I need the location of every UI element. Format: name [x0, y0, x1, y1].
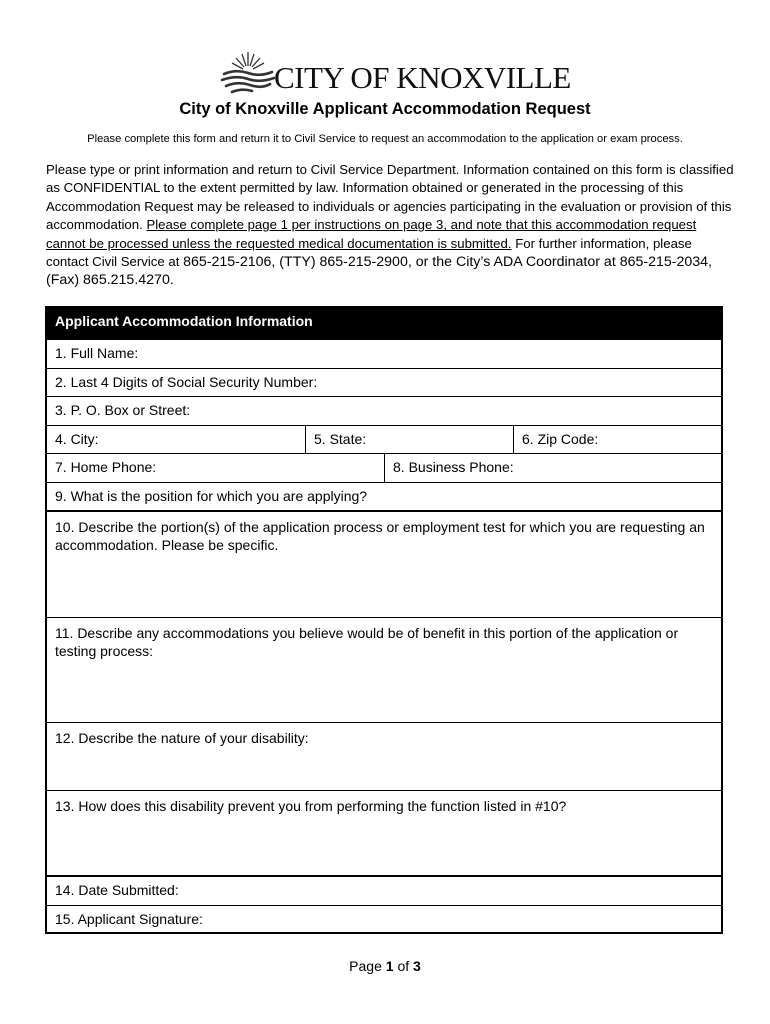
section-header: Applicant Accommodation Information: [47, 308, 721, 339]
date-submitted-row[interactable]: [47, 875, 721, 905]
position-label: 9. What is the position for which you are applying?: [55, 488, 368, 504]
address-row: [47, 425, 721, 453]
intro-paragraph: [46, 161, 736, 290]
city-skyline-icon: [220, 48, 276, 94]
street-row[interactable]: [47, 396, 721, 425]
intro-contact-lead: For further information, please contact Civil Service at: [46, 235, 692, 270]
city-logo: [220, 46, 571, 98]
form-subtitle: Please complete this form and return it to Civil Service to request an accommodation to the application or exam process.: [87, 133, 683, 145]
zip-field[interactable]: [513, 426, 721, 453]
full-name-row[interactable]: [47, 339, 721, 368]
q12-label: 12. Describe the nature of your disability:: [55, 730, 309, 746]
logo-text: CITY OF KNOXVILLE: [274, 60, 571, 95]
intro-contact-numbers: 865-215-2106, (TTY) 865-215-2900, or the City’s ADA Coordinator at 865-215-2034, (Fax) 865.215.4270.: [46, 254, 712, 289]
q12-row[interactable]: [47, 722, 721, 790]
page-total: 3: [413, 958, 421, 974]
business-phone-label: 8. Business Phone:: [393, 459, 514, 475]
city-field[interactable]: [47, 426, 305, 453]
q13-row[interactable]: [47, 790, 721, 875]
form-title: City of Knoxville Applicant Accommodation Request: [179, 100, 591, 118]
q10-row[interactable]: [47, 510, 721, 617]
business-phone-field[interactable]: [384, 454, 721, 482]
state-label: 5. State:: [314, 431, 367, 447]
page-word: Page: [349, 958, 382, 974]
q11-row[interactable]: [47, 617, 721, 722]
phone-row: [47, 453, 721, 482]
street-label: 3. P. O. Box or Street:: [55, 402, 191, 418]
state-field[interactable]: [305, 426, 513, 453]
zip-label: 6. Zip Code:: [522, 431, 599, 447]
page-footer: [0, 958, 770, 974]
of-word: of: [397, 958, 410, 974]
q10-label: 10. Describe the portion(s) of the application process or employment test for which you are requesting an accommodation. Please be specific.: [55, 519, 705, 553]
home-phone-label: 7. Home Phone:: [55, 459, 157, 475]
ssn-row[interactable]: [47, 368, 721, 396]
accommodation-form: [45, 306, 723, 934]
home-phone-field[interactable]: [47, 454, 384, 482]
intro-text: Please type or print information and return to Civil Service Department. Information contained on this form is classified as CONFIDENTIAL to the extent permitted by law. Information obtained or generated in the processing of this Accommodation Request may be released to individuals or agencies participating in the evaluation or provision of this accommodation.: [46, 162, 734, 233]
position-row[interactable]: [47, 482, 721, 510]
page-number: 1: [385, 958, 394, 974]
full-name-label: 1. Full Name:: [55, 345, 139, 361]
q11-label: 11. Describe any accommodations you believe would be of benefit in this portion of the application or testing process:: [55, 625, 679, 659]
signature-row[interactable]: [47, 905, 721, 932]
city-label: 4. City:: [55, 431, 99, 447]
signature-label: 15. Applicant Signature:: [55, 911, 203, 927]
q13-label: 13. How does this disability prevent you from performing the function listed in #10?: [55, 798, 567, 814]
date-submitted-label: 14. Date Submitted:: [55, 882, 179, 898]
ssn-label: 2. Last 4 Digits of Social Security Number:: [55, 374, 318, 390]
intro-underlined-note: Please complete page 1 per instructions on page 3, and note that this accommodation request cannot be processed unless the requested medical documentation is submitted.: [46, 217, 697, 251]
